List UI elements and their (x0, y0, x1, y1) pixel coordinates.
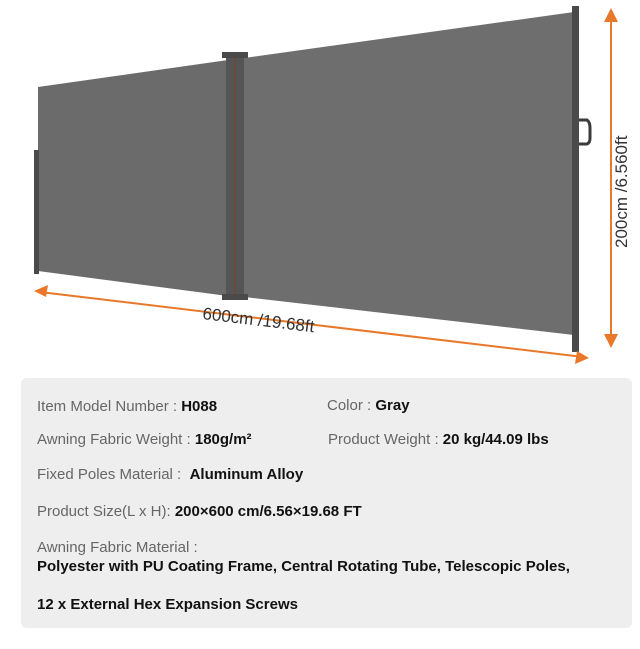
fabric-material-line-1: Polyester with PU Coating Frame, Central Rotating Tube, Telescopic Poles, (37, 558, 570, 575)
fabric-material-label: Awning Fabric Material : (37, 539, 198, 556)
right-awning-panel (244, 12, 574, 335)
product-size-spec: Product Size(L x H): 200×600 cm/6.56×19.68 FT (37, 503, 362, 520)
left-end-pole (34, 150, 39, 274)
product-weight-spec: Product Weight : 20 kg/44.09 lbs (328, 431, 549, 448)
model-number-spec: Item Model Number : H088 (37, 398, 218, 415)
poles-material-spec: Fixed Poles Material : Aluminum Alloy (37, 466, 304, 483)
height-dimension-label: 200cm /6.560ft (612, 135, 631, 248)
right-end-pole (572, 6, 579, 352)
fabric-material-line-2: 12 x External Hex Expansion Screws (37, 596, 298, 613)
handle-icon (579, 120, 590, 144)
fabric-weight-spec: Awning Fabric Weight : 180g/m² (37, 431, 252, 448)
left-awning-panel (38, 60, 228, 296)
color-spec: Color : Gray (327, 397, 410, 414)
width-dimension-label: 600cm /19.68ft (201, 304, 316, 337)
